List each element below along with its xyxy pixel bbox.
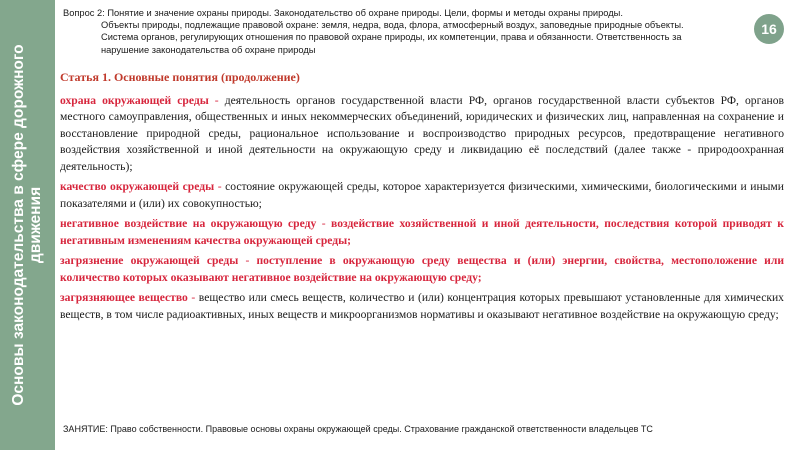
definition-term: загрязняющее вещество — [60, 291, 188, 304]
definition-text: состояние окружающей среды, которое характеризуется физическими, химическими, биологическими и иными показателями и (или) их совокупностью; — [60, 180, 784, 210]
definition-dash: - — [238, 254, 257, 267]
definition-dash: - — [316, 217, 332, 230]
footer-lesson: ЗАНЯТИЕ: Право собственности. Правовые основы охраны окружающей среды. Страхование гражданской ответственности владельцев ТС — [63, 424, 653, 434]
definition-term: охрана окружающей среды — [60, 93, 209, 107]
article-heading: Статья 1. Основные понятия (продолжение) — [60, 70, 300, 84]
article-content — [60, 69, 784, 327]
definition-environment-pollution — [60, 253, 784, 286]
question-header — [63, 7, 718, 56]
question-lead: Вопрос 2: Понятие и значение охраны природы. Законодательство об охране природы. Цели, формы и методы охраны природы. — [63, 8, 623, 18]
definition-negative-impact — [60, 216, 784, 249]
sidebar-title: Основы законодательства в сфере дорожного движения — [10, 44, 44, 406]
definition-term: загрязнение окружающей среды — [60, 254, 239, 267]
definition-dash: - — [208, 93, 225, 107]
definition-dash: - — [214, 180, 226, 193]
definition-term: качество окружающей среды — [60, 180, 215, 193]
definition-text: поступление в окружающую среду вещества и (или) энергии, свойства, местоположение или количество которых оказывают негативное воздействие на окружающую среду; — [60, 254, 784, 284]
definition-dash: - — [187, 291, 199, 304]
definition-text: деятельность органов государственной власти РФ, органов государственной власти субъектов РФ, органов местного самоуправления, общественных и иных некоммерческих объединений, юридических и физических лиц, направленная на сохранение и восстановление природной среды, рациональное использование и воспроизводство природных ресурсов, предотвращение негативного воздействия хозяйственной и иной деятельности на окружающую среду и ликвидацию её последствий (далее также - природоохранная деятельность); — [60, 93, 784, 173]
definition-environment-protection — [60, 93, 784, 176]
sidebar — [0, 0, 55, 450]
definition-pollutant — [60, 290, 784, 323]
definition-term: негативное воздействие на окружающую среду — [60, 217, 317, 230]
slide-number-badge: 16 — [754, 14, 784, 44]
definition-environment-quality — [60, 179, 784, 212]
question-rest: Объекты природы, подлежащие правовой охране: земля, недра, вода, флора, атмосферный воздух, заповедные природные объекты. Система органов, регулирующих отношения по правовой охране природы, их компетенции, права и обязанности. Ответственность за нарушение законодательства об охране природы — [101, 20, 684, 55]
definition-text: вещество или смесь веществ, количество и (или) концентрация которых превышают установленные для химических веществ, в том числе радиоактивных, иных веществ и микроорганизмов нормативы и оказывают негативное воздействие на окружающую среду; — [60, 291, 784, 321]
definition-text: воздействие хозяйственной и иной деятельности, последствия которой приводят к негативным изменениям качества окружающей среды; — [60, 217, 784, 247]
